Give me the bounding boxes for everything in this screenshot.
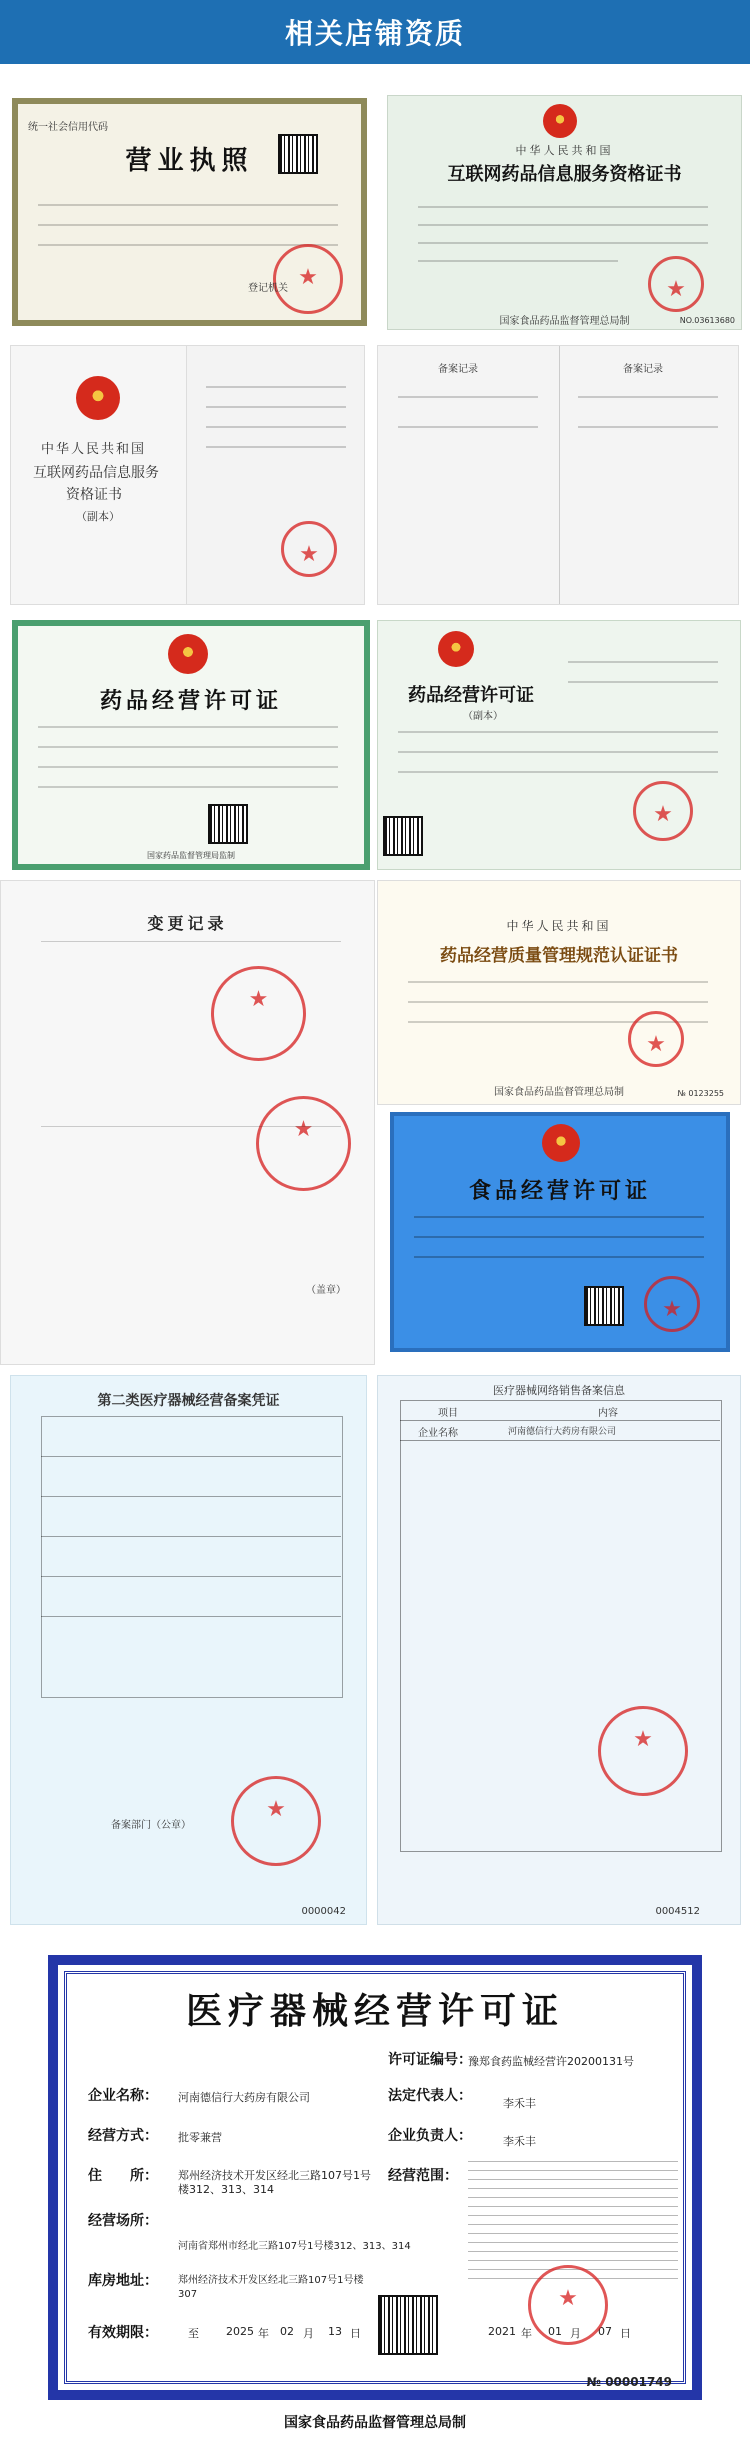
certificate-number: № 0123255 xyxy=(677,1089,724,1098)
validity-day: 13 xyxy=(328,2325,342,2338)
warehouse-address-value: 郑州经济技术开发区经北三路107号1号楼307 xyxy=(178,2275,364,2300)
national-emblem-icon xyxy=(76,376,120,420)
record-page-image xyxy=(377,345,739,605)
record-number: 0000042 xyxy=(301,1906,346,1917)
legal-representative-value: 李禾丰 xyxy=(503,2097,536,2110)
record-department: 备案部门（公章） xyxy=(111,1820,191,1831)
section-title: 相关店铺资质 xyxy=(284,17,465,50)
official-seal-icon xyxy=(598,1706,688,1796)
issue-month: 01 xyxy=(548,2325,562,2338)
issuer-footer: 国家食品药品监督管理总局制 xyxy=(499,316,630,327)
table-header-content: 内容 xyxy=(598,1408,618,1419)
qr-code-icon xyxy=(278,134,318,174)
validity-month: 02 xyxy=(280,2325,294,2338)
national-emblem-icon xyxy=(438,631,474,667)
national-emblem-icon xyxy=(168,634,208,674)
record-title-left: 备案记录 xyxy=(438,364,478,375)
qr-code-icon xyxy=(383,816,423,856)
license-number-value: 豫郑食药监械经营许20200131号 xyxy=(468,2055,634,2068)
gsp-title: 药品经营质量管理规范认证证书 xyxy=(440,946,678,966)
official-seal-icon xyxy=(281,521,337,577)
issuer-footer: 国家药品监督管理局监制 xyxy=(147,851,235,860)
validity-month-label: 月 xyxy=(303,2327,314,2340)
validity-year-label: 年 xyxy=(258,2327,269,2340)
license-number-label: 许可证编号： xyxy=(388,2052,472,2068)
section-header xyxy=(0,0,750,64)
official-seal-icon xyxy=(211,966,306,1061)
validity-year: 2025 xyxy=(226,2325,254,2338)
address-label: 住 所： xyxy=(88,2168,158,2184)
gsp-certificate-image xyxy=(377,880,741,1105)
change-record-title: 变更记录 xyxy=(147,914,228,933)
online-sales-record-image xyxy=(377,1375,741,1925)
business-scope-label: 经营范围： xyxy=(388,2168,458,2184)
change-record-image xyxy=(0,880,375,1365)
table-header-item: 项目 xyxy=(438,1408,458,1419)
business-mode-value: 批零兼营 xyxy=(178,2131,222,2144)
validity-day-label: 日 xyxy=(350,2327,361,2340)
internet-drug-info-certificate-image xyxy=(387,95,742,330)
drug-license-title: 药品经营许可证 xyxy=(99,689,282,714)
copy-label: （副本） xyxy=(76,510,120,523)
business-license-title: 营业执照 xyxy=(125,146,254,176)
business-mode-label: 经营方式： xyxy=(88,2128,158,2144)
medical-device-license xyxy=(48,1955,702,2400)
issuer-footer: 国家食品药品监督管理总局制 xyxy=(284,2415,466,2431)
official-seal-icon xyxy=(528,2265,608,2345)
class2-device-record-image xyxy=(10,1375,367,1925)
certificate-number: NO.03613680 xyxy=(679,316,735,325)
issue-year-label: 年 xyxy=(521,2327,532,2340)
qr-code-icon xyxy=(208,804,248,844)
record-title-right: 备案记录 xyxy=(623,364,663,375)
food-license-title: 食品经营许可证 xyxy=(468,1179,651,1204)
business-site-value: 河南省郑州市经北三路107号1号楼312、313、314 xyxy=(178,2241,411,2252)
national-emblem-icon xyxy=(542,1124,580,1162)
internet-drug-title: 互联网药品信息服务资格证书 xyxy=(447,164,682,185)
online-sales-title: 医疗器械网络销售备案信息 xyxy=(493,1384,625,1397)
issue-day: 07 xyxy=(598,2325,612,2338)
company-head-value: 李禾丰 xyxy=(503,2135,536,2148)
registration-authority-label: 登记机关 xyxy=(248,283,288,294)
table-row-company-label: 企业名称 xyxy=(418,1428,458,1439)
copy-label: （副本） xyxy=(463,711,503,722)
issue-month-label: 月 xyxy=(570,2327,581,2340)
validity-to: 至 xyxy=(188,2327,199,2340)
internet-drug-copy-title-1: 互联网药品信息服务 xyxy=(33,465,159,481)
internet-drug-copy-image xyxy=(10,345,365,605)
official-seal-icon xyxy=(644,1276,700,1332)
address-value: 郑州经济技术开发区经北三路107号1号楼312、313、314 xyxy=(178,2169,371,2196)
credit-code-label: 统一社会信用代码 xyxy=(28,122,108,133)
validity-label: 有效期限： xyxy=(88,2325,158,2341)
official-seal-icon xyxy=(628,1011,684,1067)
official-seal-icon xyxy=(231,1776,321,1866)
country-name: 中华人民共和国 xyxy=(41,442,147,457)
issuer-footer: 国家食品药品监督管理总局制 xyxy=(494,1087,624,1098)
business-site-label: 经营场所： xyxy=(88,2213,158,2229)
official-seal-icon xyxy=(256,1096,351,1191)
serial-number: № 00001749 xyxy=(586,2375,672,2389)
national-emblem-icon xyxy=(543,104,577,138)
drug-business-license-image xyxy=(12,620,370,870)
official-seal-icon xyxy=(633,781,693,841)
official-seal-icon xyxy=(648,256,704,312)
license-title: 医疗器械经营许可证 xyxy=(185,1991,564,2032)
country-name: 中华人民共和国 xyxy=(506,919,612,933)
issue-year: 2021 xyxy=(488,2325,516,2338)
class2-record-title: 第二类医疗器械经营备案凭证 xyxy=(97,1393,280,1409)
food-business-license-image xyxy=(390,1112,730,1352)
table-row-company-value: 河南德信行大药房有限公司 xyxy=(508,1427,617,1437)
stamp-note: （盖章） xyxy=(306,1285,346,1296)
company-name-label: 企业名称： xyxy=(88,2088,158,2104)
drug-license-copy-title: 药品经营许可证 xyxy=(408,685,534,706)
record-number: 0004512 xyxy=(655,1906,700,1917)
internet-drug-copy-title-2: 资格证书 xyxy=(66,487,122,503)
business-scope-text xyxy=(468,2161,678,2281)
drug-business-license-copy-image xyxy=(377,620,741,870)
country-name: 中华人民共和国 xyxy=(515,144,614,157)
legal-representative-label: 法定代表人： xyxy=(388,2088,472,2104)
issue-day-label: 日 xyxy=(620,2327,631,2340)
company-name-value: 河南德信行大药房有限公司 xyxy=(178,2091,310,2104)
qr-code-icon xyxy=(584,1286,624,1326)
qr-code-icon xyxy=(378,2295,438,2355)
company-head-label: 企业负责人： xyxy=(388,2128,472,2144)
warehouse-address-label: 库房地址： xyxy=(88,2273,158,2289)
business-license-image xyxy=(12,98,367,326)
